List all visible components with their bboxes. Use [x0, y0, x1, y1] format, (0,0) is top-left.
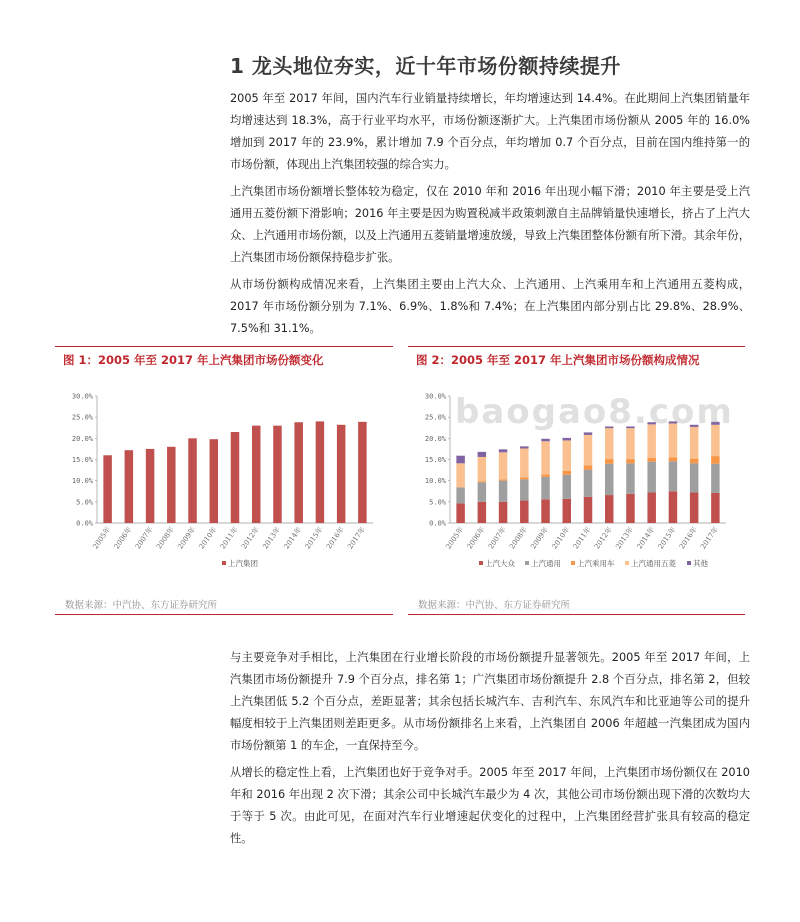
x-tick-label: 2010年 — [197, 525, 219, 551]
bar-上汽通用五菱 — [499, 452, 507, 479]
bar-上汽乘用车 — [584, 465, 592, 469]
bar-上汽乘用车 — [605, 459, 613, 464]
y-tick-label: 15.0% — [424, 456, 446, 464]
figure-1-bar-chart — [55, 378, 393, 588]
bar-上汽集团 — [167, 447, 175, 523]
x-tick-label: 2015年 — [656, 525, 678, 551]
bar-上汽乘用车 — [690, 459, 698, 464]
bar-上汽通用 — [584, 470, 592, 497]
bar-上汽集团 — [210, 439, 218, 523]
bar-上汽大众 — [584, 497, 592, 523]
bar-其他 — [541, 439, 549, 442]
bar-上汽通用五菱 — [478, 457, 486, 482]
paragraph-4: 与主要竞争对手相比，上汽集团在行业增长阶段的市场份额提升显著领先。2005 年至 2017 年间，上汽集团市场份额提升 7.9 个百分点，排名第 1；广汽集团市场份额提升 2.8 个百分点，排名第 2，但较上汽集团低 5.2 个百分点，差距显著；其余包括长城汽车、吉利汽车、东风汽车和比亚迪等公司的提升幅度相较于上汽集团则差距更多。从市场份额排名上来看，上汽集团自 2006 年超越一汽集团成为国内市场份额第 1 的车企，一直保持至今。 — [230, 651, 750, 752]
y-tick-label: 10.0% — [424, 477, 446, 486]
bar-上汽通用五菱 — [626, 428, 634, 459]
bar-上汽乘用车 — [499, 479, 507, 480]
y-tick-label: 0.0% — [76, 519, 93, 528]
figure-1-source: 数据来源：中汽协、东方证券研究所 — [65, 600, 218, 611]
x-tick-label: 2015年 — [303, 525, 325, 551]
x-tick-label: 2008年 — [508, 525, 529, 551]
bar-上汽大众 — [711, 493, 719, 523]
x-tick-label: 2016年 — [677, 525, 699, 551]
x-tick-label: 2008年 — [155, 525, 176, 551]
paragraph-2: 上汽集团市场份额增长整体较为稳定，仅在 2010 年和 2016 年出现小幅下滑；2010 年主要是受上汽通用五菱份额下滑影响；2016 年主要是因为购置税减半政策刺激自主品牌销量快速增长，挤占了上汽大众、上汽通用市场份额，以及上汽通用五菱销量增速放缓，导致上汽集团整体份额有所下滑。其余年份，上汽集团市场份额保持稳步扩张。 — [230, 185, 750, 264]
bar-上汽集团 — [337, 425, 345, 523]
bar-上汽大众 — [520, 501, 528, 523]
bar-上汽大众 — [563, 499, 571, 523]
bar-上汽大众 — [605, 495, 613, 523]
y-tick-label: 30.0% — [71, 392, 93, 401]
legend-swatch — [479, 561, 483, 565]
bar-其他 — [478, 452, 486, 457]
bar-上汽大众 — [647, 493, 655, 523]
bar-上汽通用 — [563, 475, 571, 499]
bar-上汽通用五菱 — [456, 463, 464, 487]
x-tick-label: 2005年 — [444, 525, 466, 551]
legend-label: 上汽大众 — [485, 559, 515, 568]
bar-上汽通用五菱 — [541, 441, 549, 474]
x-tick-label: 2007年 — [486, 525, 508, 551]
x-tick-label: 2017年 — [699, 525, 721, 551]
y-tick-label: 15.0% — [71, 456, 93, 464]
bar-上汽通用五菱 — [584, 435, 592, 465]
bar-上汽乘用车 — [541, 474, 549, 477]
x-tick-label: 2013年 — [261, 525, 283, 551]
x-tick-label: 2014年 — [282, 525, 304, 551]
bar-上汽通用 — [690, 463, 698, 492]
bar-上汽通用 — [605, 464, 613, 495]
x-tick-label: 2011年 — [218, 525, 240, 551]
legend-swatch — [687, 561, 691, 565]
bar-上汽通用 — [520, 479, 528, 500]
y-tick-label: 10.0% — [71, 477, 93, 486]
bar-其他 — [584, 432, 592, 435]
paragraph-5: 从增长的稳定性上看，上汽集团也好于竞争对手。2005 年至 2017 年间，上汽集团市场份额仅在 2010 年和 2016 年出现 2 次下滑；其余公司中长城汽车最少为 4 次，其他公司市场份额出现下滑的次数均大于等于 5 次。由此可见，在面对汽车行业增速起伏变化的过程中，上汽集团经营扩张具有较高的稳定性。 — [230, 766, 750, 845]
y-tick-label: 20.0% — [424, 434, 446, 443]
figure-2-bottom-rule — [408, 614, 745, 615]
y-tick-label: 25.0% — [424, 413, 446, 422]
bar-上汽通用 — [626, 463, 634, 493]
legend-label: 上汽乘用车 — [577, 559, 615, 568]
figure-2-title: 图 2：2005 年至 2017 年上汽集团市场份额构成情况 — [416, 353, 700, 367]
x-tick-label: 2014年 — [635, 525, 657, 551]
bar-上汽通用五菱 — [605, 428, 613, 459]
bar-上汽乘用车 — [520, 477, 528, 479]
bar-上汽通用 — [711, 464, 719, 493]
watermark: baogao8.com — [455, 392, 734, 432]
bar-上汽集团 — [231, 432, 239, 523]
bar-上汽通用 — [669, 461, 677, 491]
bar-上汽大众 — [626, 494, 634, 523]
bar-上汽通用 — [541, 477, 549, 499]
x-tick-label: 2006年 — [112, 525, 134, 551]
figure-1-bottom-rule — [55, 614, 393, 615]
x-tick-label: 2013年 — [614, 525, 636, 551]
figure-1-title: 图 1：2005 年至 2017 年上汽集团市场份额变化 — [63, 353, 324, 367]
paragraph-1: 2005 年至 2017 年间，国内汽车行业销量持续增长，年均增速达到 14.4%。在此期间上汽集团销量年均增速达到 18.3%，高于行业平均水平，市场份额逐渐扩大。上汽集团市场份额从 2005 年的 16.0%增加到 2017 年的 23.9%，累计增加 7.9 个百分点，年均增加 0.7 个百分点，目前在国内维持第一的市场份额，体现出上汽集团较强的综合实力。 — [230, 92, 750, 171]
bar-上汽集团 — [146, 449, 154, 523]
bar-上汽乘用车 — [563, 471, 571, 475]
x-tick-label: 2006年 — [465, 525, 487, 551]
bar-上汽大众 — [669, 491, 677, 523]
y-tick-label: 30.0% — [424, 392, 446, 401]
bar-上汽通用 — [478, 482, 486, 501]
x-tick-label: 2012年 — [593, 525, 614, 551]
bar-上汽通用 — [647, 462, 655, 493]
section-heading: 1 龙头地位夯实，近十年市场份额持续提升 — [230, 54, 621, 78]
legend-swatch — [571, 561, 575, 565]
bar-上汽乘用车 — [478, 482, 486, 483]
x-tick-label: 2012年 — [240, 525, 261, 551]
bar-上汽通用 — [499, 481, 507, 502]
x-tick-label: 2016年 — [324, 525, 346, 551]
y-tick-label: 20.0% — [71, 434, 93, 443]
y-tick-label: 25.0% — [71, 413, 93, 422]
legend-swatch — [625, 561, 629, 565]
x-tick-label: 2011年 — [571, 525, 593, 551]
y-tick-label: 5.0% — [429, 498, 446, 507]
bar-上汽大众 — [541, 499, 549, 523]
x-tick-label: 2017年 — [346, 525, 368, 551]
bar-上汽集团 — [316, 421, 324, 523]
bar-上汽集团 — [358, 422, 366, 523]
legend-swatch — [525, 561, 529, 565]
bar-上汽大众 — [690, 493, 698, 523]
x-tick-label: 2005年 — [91, 525, 113, 551]
bar-其他 — [499, 449, 507, 452]
bar-上汽通用五菱 — [520, 448, 528, 477]
bar-上汽大众 — [456, 504, 464, 523]
bar-上汽集团 — [294, 422, 302, 523]
legend-label: 上汽集团 — [228, 559, 258, 568]
paragraph-3: 从市场份额构成情况来看，上汽集团主要由上汽大众、上汽通用、上汽乘用车和上汽通用五菱构成，2017 年市场份额分别为 7.1%、6.9%、1.8%和 7.4%；在上汽集团内部分别占比 29.8%、28.9%、7.5%和 31.1%。 — [230, 278, 750, 335]
bar-上汽集团 — [273, 426, 281, 523]
x-tick-label: 2007年 — [133, 525, 155, 551]
figure-1-top-rule — [55, 346, 393, 347]
bar-上汽集团 — [103, 455, 111, 523]
x-tick-label: 2009年 — [176, 525, 198, 551]
bar-上汽大众 — [499, 502, 507, 523]
figure-2-source: 数据来源：中汽协、东方证券研究所 — [418, 600, 571, 611]
bar-上汽乘用车 — [669, 457, 677, 461]
bar-上汽大众 — [478, 502, 486, 523]
bar-上汽乘用车 — [647, 458, 655, 462]
legend-label: 其他 — [693, 559, 708, 568]
bar-其他 — [563, 438, 571, 441]
bar-上汽集团 — [125, 450, 133, 523]
legend-label: 上汽通用 — [531, 559, 561, 568]
bar-其他 — [456, 456, 464, 464]
y-tick-label: 5.0% — [76, 498, 93, 507]
bar-上汽乘用车 — [626, 459, 634, 463]
bar-上汽集团 — [252, 426, 260, 523]
legend-label: 上汽通用五菱 — [631, 559, 676, 568]
legend-swatch — [222, 561, 226, 565]
bar-上汽通用五菱 — [563, 440, 571, 470]
y-tick-label: 0.0% — [429, 519, 446, 528]
bar-其他 — [520, 446, 528, 448]
x-tick-label: 2009年 — [529, 525, 551, 551]
bar-上汽集团 — [188, 438, 196, 523]
figure-2-top-rule — [408, 346, 745, 347]
bar-上汽通用 — [456, 487, 464, 503]
bar-上汽乘用车 — [711, 456, 719, 464]
x-tick-label: 2010年 — [550, 525, 572, 551]
